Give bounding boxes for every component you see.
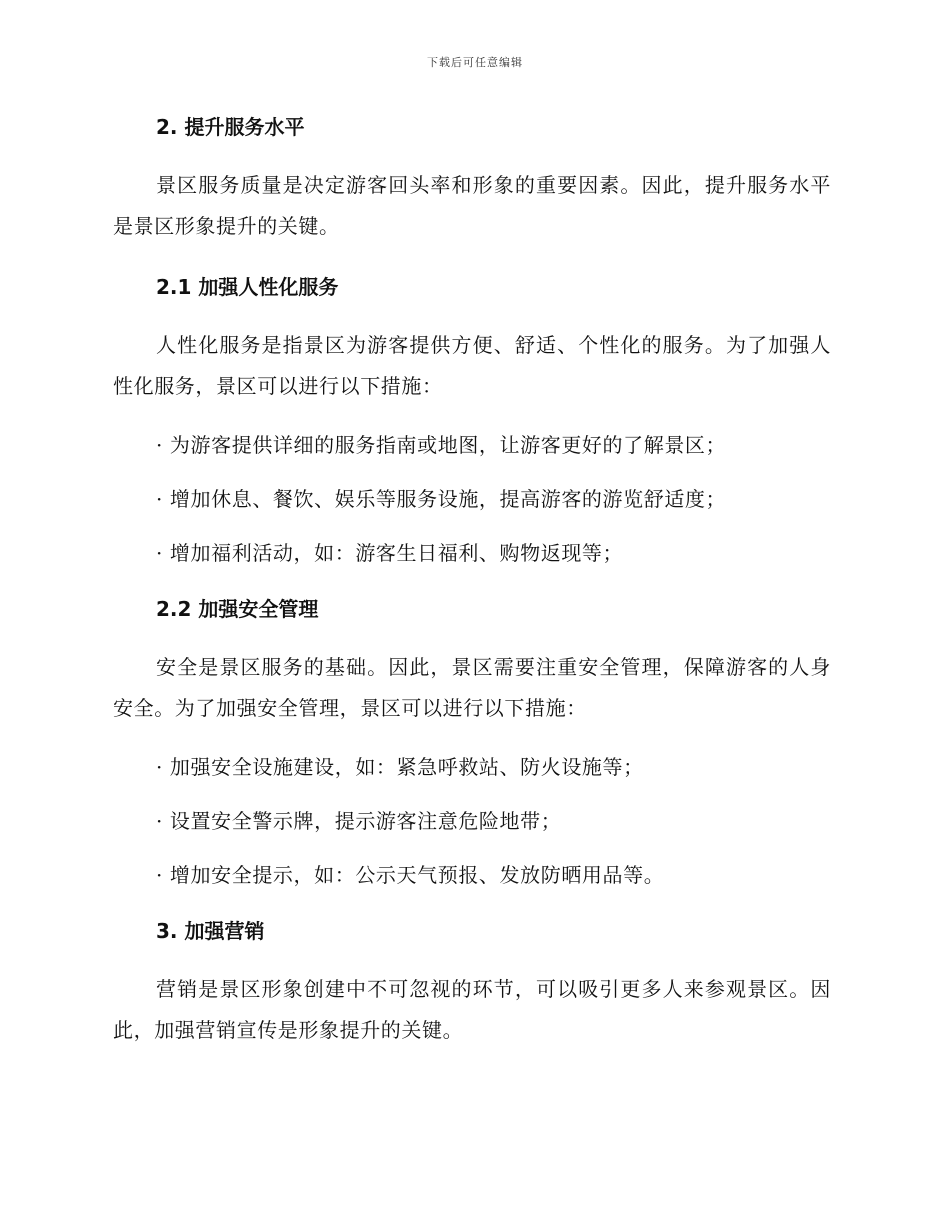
section-2-intro: 景区服务质量是决定游客回头率和形象的重要因素。因此，提升服务水平是景区形象提升的关键。	[113, 173, 831, 238]
section-heading-2-2: 2.2 加强安全管理	[156, 597, 319, 621]
section-heading-3: 3. 加强营销	[156, 919, 265, 943]
section-3-intro: 营销是景区形象创建中不可忽视的环节，可以吸引更多人来参观景区。因此，加强营销宣传是形象提升的关键。	[113, 977, 831, 1042]
list-item: · 加强安全设施建设，如：紧急呼救站、防火设施等；	[156, 755, 644, 779]
section-heading-2: 2. 提升服务水平	[156, 115, 305, 139]
section-heading-2-1: 2.1 加强人性化服务	[156, 275, 339, 299]
list-item: · 增加休息、餐饮、娱乐等服务设施，提高游客的游览舒适度；	[156, 487, 727, 511]
section-2-1-intro: 人性化服务是指景区为游客提供方便、舒适、个性化的服务。为了加强人性化服务，景区可以进行以下措施：	[113, 333, 831, 398]
list-item: · 设置安全警示牌，提示游客注意危险地带；	[156, 809, 562, 833]
document-body	[113, 111, 831, 1051]
list-item: · 增加安全提示，如：公示天气预报、发放防晒用品等。	[156, 863, 665, 887]
list-item: · 为游客提供详细的服务指南或地图，让游客更好的了解景区；	[156, 433, 727, 457]
section-2-2-intro: 安全是景区服务的基础。因此，景区需要注重安全管理，保障游客的人身安全。为了加强安全管理，景区可以进行以下措施：	[113, 655, 831, 720]
page-header-note: 下载后可任意编辑	[427, 56, 523, 69]
list-item: · 增加福利活动，如：游客生日福利、购物返现等；	[156, 541, 624, 565]
